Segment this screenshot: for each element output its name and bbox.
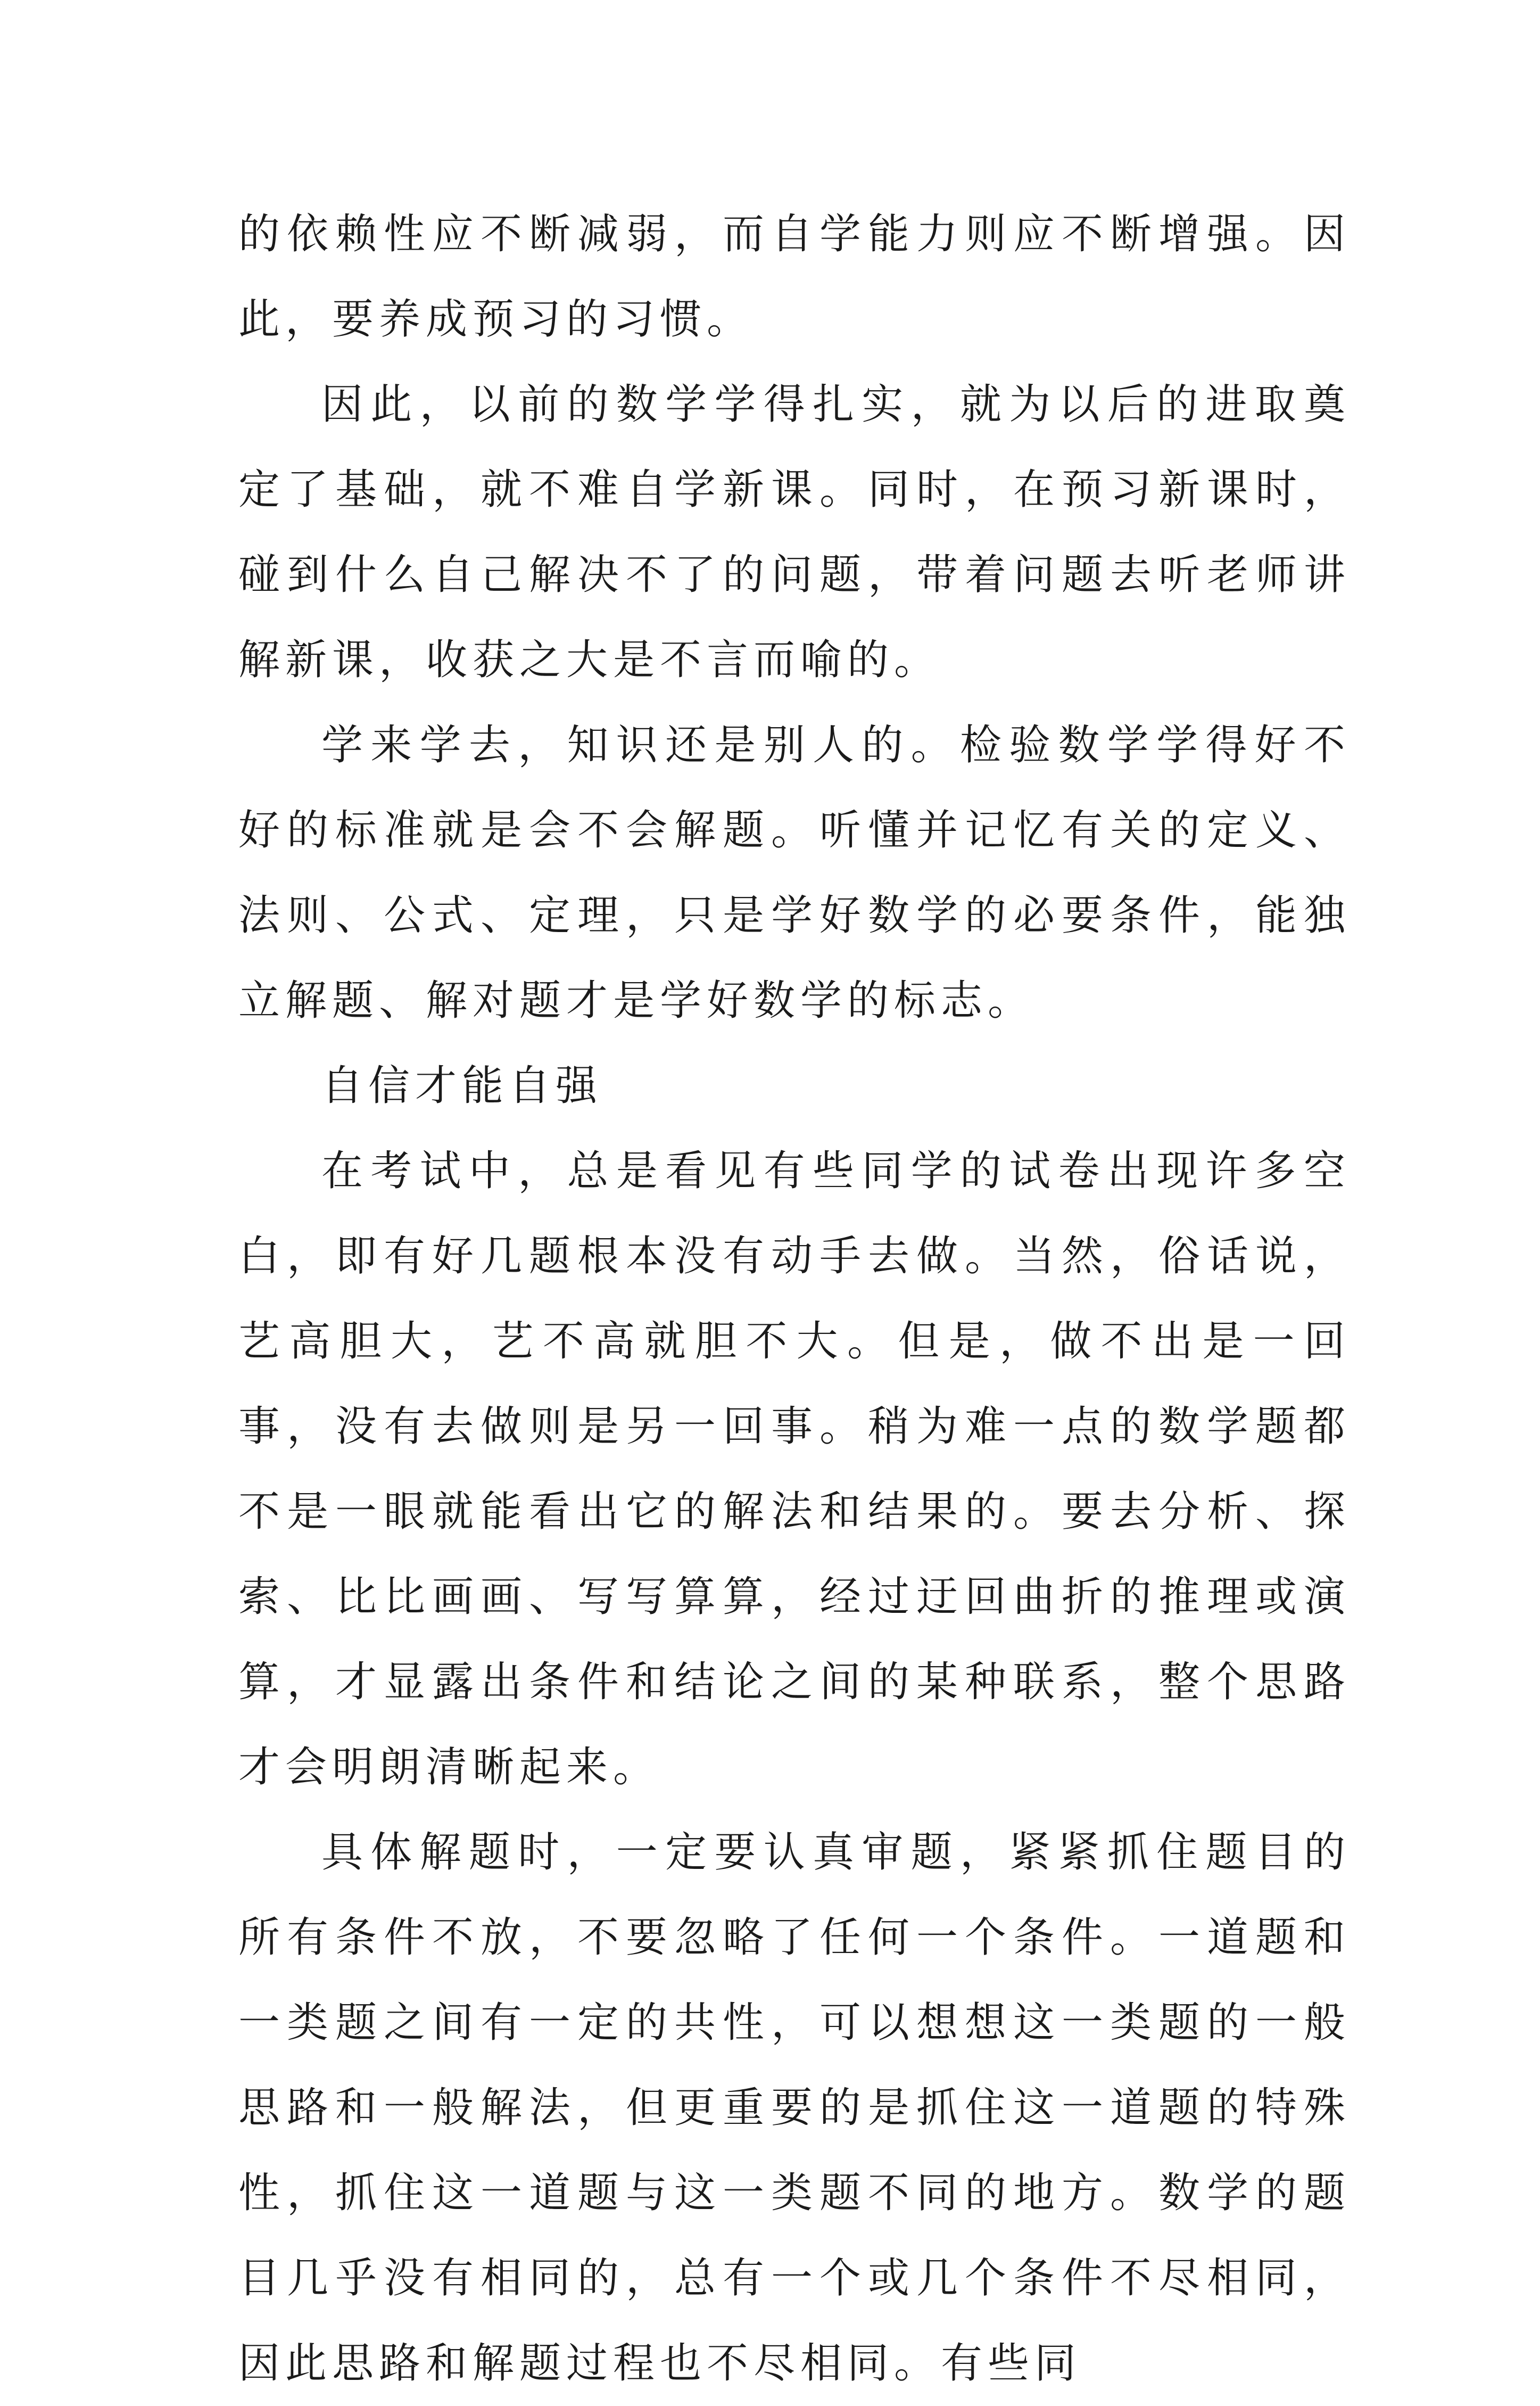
- paragraph-problem-solving: 学来学去，知识还是别人的。检验数学学得好不好的标准就是会不会解题。听懂并记忆有关的定义、法则、公式、定理，只是学好数学的必要条件，能独立解题、解对题才是学好数学的标志。: [238, 721, 1351, 1025]
- paragraph-continuation: 的依赖性应不断减弱，而自学能力则应不断增强。因此，要养成预习的习惯。: [238, 210, 1351, 343]
- section-heading: 自信才能自强: [321, 1062, 603, 1110]
- document-body: [238, 192, 1351, 2406]
- paragraph-reading-problems: 具体解题时，一定要认真审题，紧紧抓住题目的所有条件不放，不要忽略了任何一个条件。一道题和一类题之间有一定的共性，可以想想这一类题的一般思路和一般解法，但更重要的是抓住这一道题的特殊性，抓住这一道题与这一类题不同的地方。数学的题目几乎没有相同的，总有一个或几个条件不尽相同，因此思路和解题过程也不尽相同。有些同: [238, 1828, 1351, 2387]
- paragraph-exam-confidence: 在考试中，总是看见有些同学的试卷出现许多空白，即有好几题根本没有动手去做。当然，俗话说，艺高胆大，艺不高就胆不大。但是，做不出是一回事，没有去做则是另一回事。稍为难一点的数学题都不是一眼就能看出它的解法和结果的。要去分析、探索、比比画画、写写算算，经过迂回曲折的推理或演算，才显露出条件和结论之间的某种联系，整个思路才会明朗清晰起来。: [238, 1147, 1351, 1791]
- paragraph-preview-foundation: 因此，以前的数学学得扎实，就为以后的进取奠定了基础，就不难自学新课。同时，在预习新课时，碰到什么自己解决不了的问题，带着问题去听老师讲解新课，收获之大是不言而喻的。: [238, 381, 1351, 684]
